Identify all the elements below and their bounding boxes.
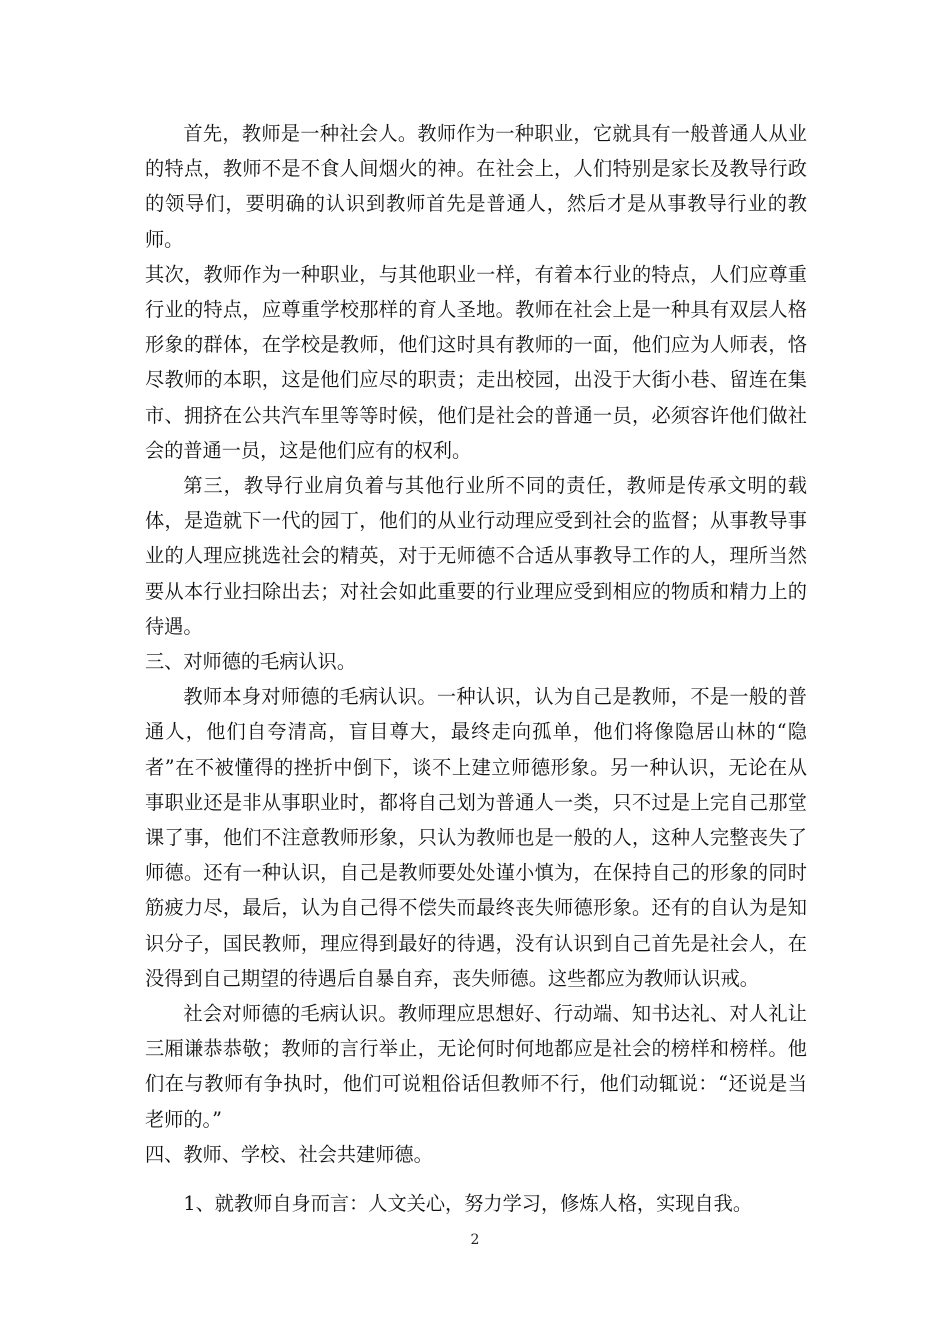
section-heading-4: 四、教师、学校、社会共建师德。	[145, 1142, 433, 1166]
paragraph-teacher-misconceptions: 教师本身对师德的毛病认识。一种认识，认为自己是教师，不是一般的普通人，他们自夸清高，盲目尊大，最终走向孤单，他们将像隐居山林的“隐者”在不被懂得的挫折中倒下，谈不上建立师德形象。另一种认识，无论在从事职业还是非从事职业时，都将自己划为普通人一类，只不过是上完自己那堂课了事，他们不注意教师形象，只认为教师也是一般的人，这种人完整丧失了师德。还有一种认识，自己是教师要处处谨小慎为，在保持自己的形象的同时筋疲力尽，最后，认为自己得不偿失而最终丧失师德形象。还有的自认为是知识分子，国民教师，理应得到最好的待遇，没有认识到自己首先是社会人，在没得到自己期望的待遇后自暴自弃，丧失师德。这些都应为教师认识戒。	[145, 685, 807, 990]
document-body	[145, 116, 807, 1221]
paragraph-teacher-as-profession: 其次，教师作为一种职业，与其他职业一样，有着本行业的特点，人们应尊重行业的特点，应尊重学校那样的育人圣地。教师在社会上是一种具有双层人格形象的群体，在学校是教师，他们这时具有教师的一面，他们应为人师表，恪尽教师的本职，这是他们应尽的职责；走出校园，出没于大街小巷、留连在集市、拥挤在公共汽车里等等时候，他们是社会的普通一员，必须容许他们做社会的普通一员，这是他们应有的权利。	[145, 262, 807, 462]
section-heading-3: 三、对师德的毛病认识。	[145, 650, 357, 674]
paragraph-industry-responsibility: 第三，教导行业肩负着与其他行业所不同的责任，教师是传承文明的载体，是造就下一代的园丁，他们的从业行动理应受到社会的监督；从事教导事业的人理应挑选社会的精英，对于无师德不合适从事教导工作的人，理所当然要从本行业扫除出去；对社会如此重要的行业理应受到相应的物质和精力上的待遇。	[145, 474, 807, 638]
page-number: 2	[470, 1232, 480, 1248]
paragraph-society-misconceptions: 社会对师德的毛病认识。教师理应思想好、行动端、知书达礼、对人礼让三厢谦恭恭敬；教师的言行举止，无论何时何地都应是社会的榜样和榜样。他们在与教师有争执时，他们可说粗俗话但教师不行，他们动辄说：“还说是当老师的。”	[145, 1002, 807, 1131]
list-item-1: 1、就教师自身而言：人文关心，努力学习，修炼人格，实现自我。	[183, 1192, 753, 1216]
paragraph-teacher-as-social-person: 首先，教师是一种社会人。教师作为一种职业，它就具有一般普通人从业的特点，教师不是不食人间烟火的神。在社会上，人们特别是家长及教导行政的领导们，要明确的认识到教师首先是普通人，然后才是从事教导行业的教师。	[145, 122, 807, 251]
